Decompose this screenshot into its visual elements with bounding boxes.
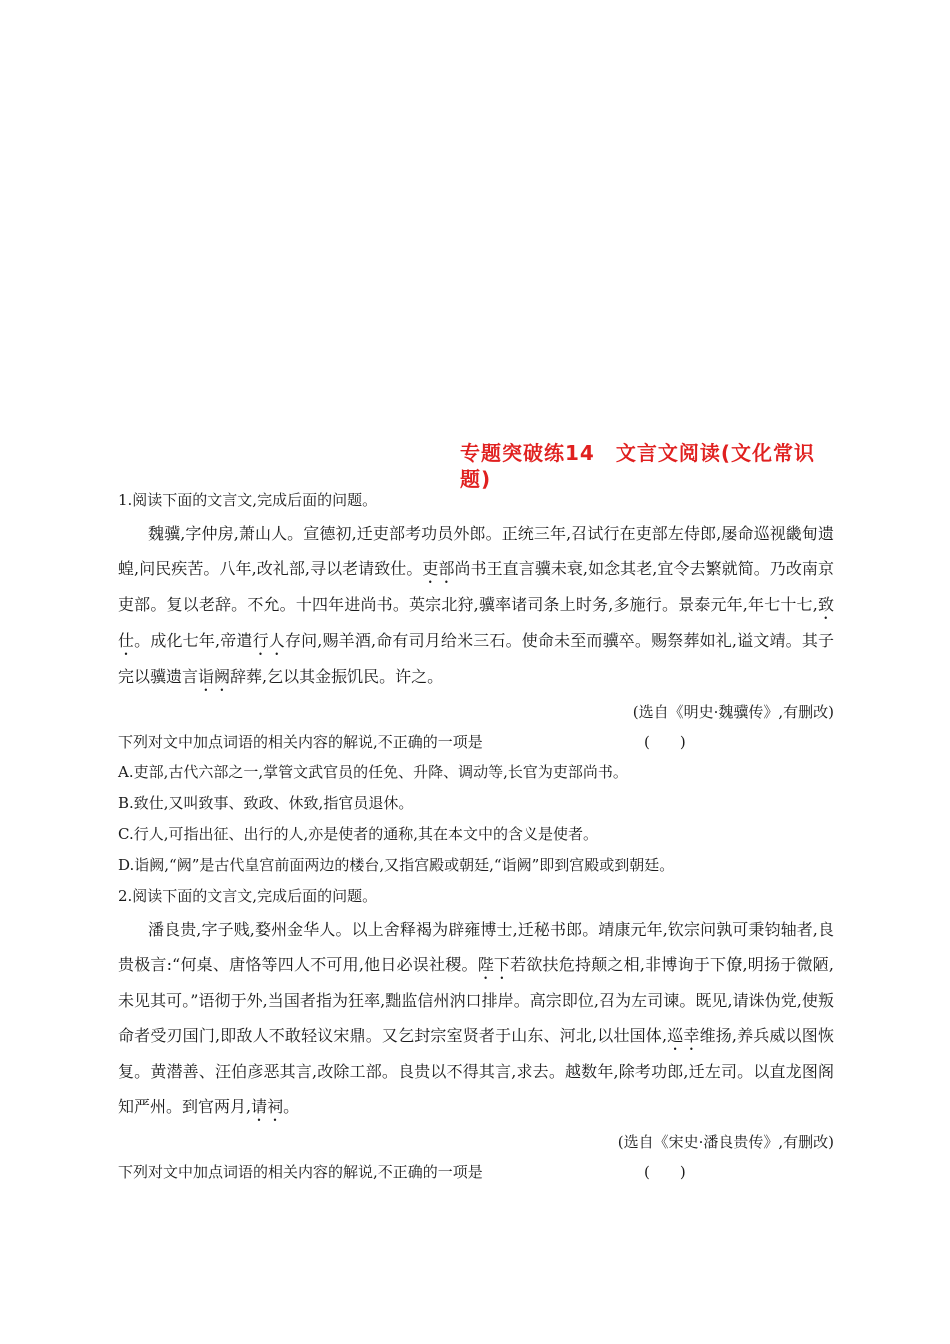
page-title: 专题突破练14 文言文阅读(文化常识题)	[460, 441, 815, 491]
passage-text: 魏骥,字仲房,萧山人。宣德初,迁吏部考功员外郎。正统三年,召试行在吏部左侍郎,屡命巡视畿甸遗蝗,问民疾苦。八年,改礼部,寻以老请致仕。	[118, 524, 834, 578]
question-2	[118, 885, 834, 1183]
dotted-term-bixia: 陛下	[477, 955, 511, 974]
question-2-passage	[118, 912, 834, 1125]
passage-text: 。	[283, 1097, 300, 1116]
question-1-prompt	[118, 731, 834, 753]
prompt-text: 下列对文中加点词语的相关内容的解说,不正确的一项是	[118, 1163, 483, 1181]
dotted-term-zhishi: 致仕	[118, 595, 834, 650]
passage-text: 潘良贵,字子贱,婺州金华人。以上舍释褐为辟雍博士,迁秘书郎。靖康元年,钦宗问孰可秉钧轴者,良贵极言:“何桌、唐恪等四人不可用,他日必误社稷。	[118, 920, 834, 974]
question-2-stem: 2.阅读下面的文言文,完成后面的问题。	[118, 887, 378, 905]
document-body	[118, 489, 834, 1191]
question-2-source: (选自《宋史·潘良贵传》,有删改)	[617, 1133, 834, 1151]
dotted-term-xunxing: 巡幸	[667, 1026, 700, 1045]
question-1-stem: 1.阅读下面的文言文,完成后面的问题。	[118, 491, 378, 509]
passage-text: 辞葬,乞以其金振饥民。许之。	[230, 667, 444, 686]
passage-text: 若欲扶危持颠之相,非博询于下僚,明扬于微陋,未见其可。”语彻于外,当国者指为狂率,黜监信州汭口排岸。高宗即位,召为左司谏。既见,请诛伪党,使叛命者受刃国门,即敌人不敢轻议宋鼎。又乞封宗室贤者于山东、河北,以壮国体,	[118, 955, 834, 1045]
dotted-term-qingci: 请祠	[251, 1097, 284, 1116]
prompt-text: 下列对文中加点词语的相关内容的解说,不正确的一项是	[118, 733, 483, 751]
dotted-term-xingren: 行人	[252, 631, 285, 650]
answer-bracket: ( )	[644, 1163, 686, 1181]
passage-text: 存问,赐羊酒,命有司月给米三石。使命未至而骥卒。赐祭葬如礼,谥文靖。其子完以骥遗言	[118, 631, 834, 686]
question-1-source: (选自《明史·魏骥传》,有删改)	[632, 703, 834, 721]
option-b: B.致仕,又叫致事、致政、休致,指官员退休。	[118, 794, 414, 812]
option-c: C.行人,可指出征、出行的人,亦是使者的通称,其在本文中的含义是使者。	[118, 825, 599, 843]
question-1	[118, 489, 834, 876]
question-2-prompt	[118, 1161, 834, 1183]
passage-text: 尚书王直言骥未衰,如念其老,宜令去繁就简。乃改南京吏部。复以老辞。不允。十四年进尚书。英宗北狩,骥率诸司条上时务,多施行。景泰元年,年七十七,	[118, 559, 834, 614]
option-a: A.吏部,古代六部之一,掌管文武官员的任免、升降、调动等,长官为吏部尚书。	[118, 763, 628, 781]
passage-text: 维扬,养兵威以图恢复。黄潜善、汪伯彦恶其言,改除工部。良贵以不得其言,求去。越数年,除考功郎,迁左司。以直龙图阁知严州。到官两月,	[118, 1026, 834, 1116]
option-d: D.诣阙,“阙”是古代皇宫前面两边的楼台,又指宫殿或朝廷,“诣阙”即到宫殿或到朝廷。	[118, 856, 675, 874]
dotted-term-libu: 吏部	[422, 559, 455, 578]
dotted-term-yique: 诣阙	[198, 667, 231, 686]
passage-text: 。成化七年,帝遣	[134, 631, 253, 650]
answer-bracket: ( )	[644, 733, 686, 751]
question-1-passage	[118, 516, 834, 695]
